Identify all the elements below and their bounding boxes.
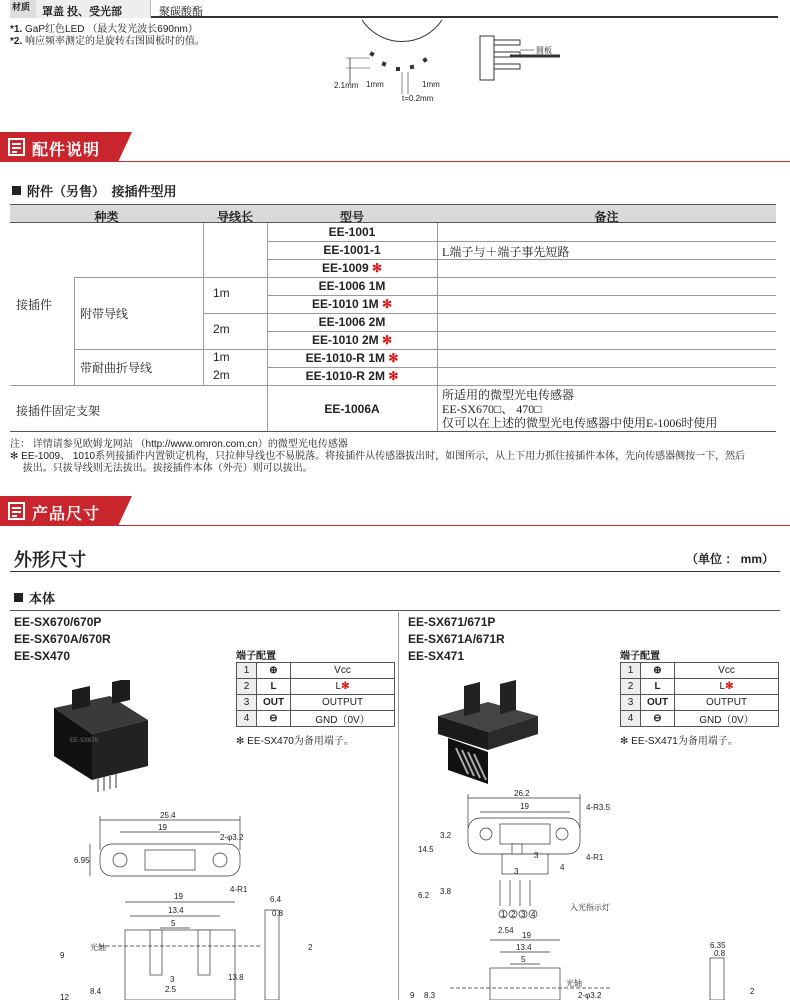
product-photo-right	[428, 676, 558, 788]
model-ee1006-2m: EE-1006 2M	[318, 315, 386, 329]
right-model-names: EE-SX671/671P EE-SX671A/671R EE-SX471	[408, 615, 505, 663]
document-icon	[8, 138, 25, 156]
model-ee1010-2m: EE-1010 2M ✻	[311, 333, 393, 347]
pin-row: 2 L L✻	[621, 679, 779, 695]
right-pin-title: 端子配置	[620, 651, 660, 662]
svg-text:8.4: 8.4	[90, 987, 102, 996]
disc-d3: 1mm	[422, 80, 440, 89]
right-pin-table	[620, 662, 779, 727]
disc-diagram	[330, 18, 570, 106]
svg-text:1: 1	[501, 910, 506, 919]
svg-text:2-φ3.2: 2-φ3.2	[578, 991, 602, 1000]
svg-text:5: 5	[171, 919, 176, 928]
svg-text:12: 12	[60, 993, 69, 1000]
note-2: *2. 响应频率测定的是旋转右图圆板时的值。	[10, 36, 206, 47]
svg-text:4: 4	[531, 910, 536, 919]
note-website: 注： 详情请参见欧姆龙网站 （http://www.omron.com.cn）的微型光电传感器	[10, 439, 348, 450]
left-dimension-drawing	[60, 810, 330, 1000]
pin-row: 1 ⊕ Vcc	[237, 663, 395, 679]
disc-t: t=0.2mm	[402, 94, 434, 103]
product-photo-left	[40, 680, 160, 800]
left-pin-table	[236, 662, 395, 727]
svg-text:19: 19	[158, 823, 167, 832]
svg-text:入光指示灯: 入光指示灯	[570, 903, 610, 912]
disc-d1: 2.1mm	[334, 81, 359, 90]
right-pin-note: ✻ EE-SX471为备用端子。	[620, 736, 738, 747]
material-label: 材质	[10, 0, 36, 18]
note-lock-cont: 拔出。只拔导线则无法拔出。拔接插件本体（外壳）则可以拔出。	[10, 463, 313, 474]
svg-text:13.8: 13.8	[228, 973, 244, 982]
svg-text:3: 3	[521, 910, 526, 919]
model-ee1009: EE-1009 ✻	[321, 261, 383, 275]
svg-text:6.35: 6.35	[710, 941, 726, 950]
pin-row: 3 OUT OUTPUT	[237, 695, 395, 711]
pin-row: 4 ⊖ GND（0V）	[237, 711, 395, 727]
svg-text:4: 4	[560, 863, 565, 872]
pin-row: 1 ⊕ Vcc	[621, 663, 779, 679]
model-ee1001: EE-1001	[328, 225, 376, 239]
svg-text:3.2: 3.2	[440, 831, 452, 840]
wire-1m-flex: 1m	[213, 350, 230, 364]
svg-text:9: 9	[60, 951, 65, 960]
svg-text:8.3: 8.3	[424, 991, 436, 1000]
left-pin-note: ✻ EE-SX470为备用端子。	[236, 736, 354, 747]
material-part: 罩盖 投、受光部	[36, 0, 150, 18]
svg-text:6.95: 6.95	[74, 856, 90, 865]
svg-text:25.4: 25.4	[160, 811, 176, 820]
kind-connector: 接插件	[16, 298, 53, 312]
model-ee1006a: EE-1006A	[324, 402, 380, 416]
svg-text:9: 9	[410, 991, 415, 1000]
kind-flex-wire: 带耐曲折导线	[80, 361, 153, 375]
section-title: 产品尺寸	[32, 506, 101, 523]
unit-label: （单位 ： mm）	[686, 552, 775, 566]
material-row	[10, 0, 778, 18]
svg-text:13.4: 13.4	[516, 943, 532, 952]
pin-row: 3 OUT OUTPUT	[621, 695, 779, 711]
header-kind: 种类	[94, 210, 119, 224]
svg-text:3: 3	[534, 851, 539, 860]
body-heading: 本体	[14, 588, 55, 607]
svg-text:6.4: 6.4	[270, 895, 282, 904]
note-bracket: 所适用的微型光电传感器 EE-SX670□、 470□ 仅可以在上述的微型光电传感器中使用E-1006时使用	[442, 388, 718, 430]
accessory-heading: 附件（另售） 接插件型用	[12, 181, 177, 200]
kind-with-wire: 附带导线	[80, 307, 129, 321]
svg-text:19: 19	[520, 802, 529, 811]
section-title: 配件说明	[32, 142, 101, 159]
svg-text:EE-SX670: EE-SX670	[70, 738, 99, 744]
wire-2m: 2m	[213, 322, 230, 336]
svg-text:3: 3	[170, 975, 175, 984]
material-value: 聚碳酸酯	[150, 0, 778, 18]
note-lock: ✻ EE-1009、 1010系列接插件内置锁定机构，只拉伸导线也不易脱落。将接插件从传感器拔出时，如图所示，从上下用力抓住接插件本体，先向传感器侧按一下，然后	[10, 451, 746, 462]
top-notes	[10, 24, 205, 48]
svg-text:19: 19	[174, 892, 183, 901]
svg-text:0.8: 0.8	[714, 949, 726, 958]
disc-d2: 1mm	[366, 80, 384, 89]
svg-text:2-φ3.2: 2-φ3.2	[220, 833, 244, 842]
svg-text:2.54: 2.54	[498, 926, 514, 935]
wire-2m-flex: 2m	[213, 368, 230, 382]
section-banner-dimensions	[0, 496, 790, 526]
svg-text:4-R3.5: 4-R3.5	[586, 803, 611, 812]
section-banner-accessories	[0, 132, 790, 162]
svg-text:13.4: 13.4	[168, 906, 184, 915]
svg-text:3.8: 3.8	[440, 887, 452, 896]
document-icon	[8, 502, 25, 520]
svg-text:2.5: 2.5	[165, 985, 177, 994]
dimensions-heading: 外形尺寸	[14, 550, 86, 570]
svg-text:19: 19	[522, 931, 531, 940]
svg-text:2: 2	[308, 943, 313, 952]
svg-text:0.8: 0.8	[272, 909, 284, 918]
disc-label: 圆板	[536, 46, 552, 55]
kind-bracket: 接插件固定支架	[16, 404, 101, 418]
wire-1m: 1m	[213, 286, 230, 300]
svg-text:4-R1: 4-R1	[586, 853, 604, 862]
svg-text:5: 5	[521, 955, 526, 964]
svg-text:14.5: 14.5	[418, 845, 434, 854]
svg-text:6.2: 6.2	[418, 891, 430, 900]
table-header	[10, 204, 776, 223]
note-ee1001-1: L端子与＋端子事先短路	[442, 245, 570, 259]
svg-text:2: 2	[511, 910, 516, 919]
right-dimension-drawing	[410, 788, 782, 1000]
left-model-names: EE-SX670/670P EE-SX670A/670R EE-SX470	[14, 615, 111, 663]
svg-text:3: 3	[514, 867, 519, 876]
svg-text:26.2: 26.2	[514, 789, 530, 798]
left-pin-title: 端子配置	[236, 651, 276, 662]
svg-text:光轴: 光轴	[90, 943, 106, 952]
pin-row: 2 L L✻	[237, 679, 395, 695]
pin-row: 4 ⊖ GND（0V）	[621, 711, 779, 727]
model-ee1010-r-2m: EE-1010-R 2M ✻	[305, 369, 399, 383]
model-ee1001-1: EE-1001-1	[323, 243, 381, 257]
note-1: *1. GaP红色LED （最大发光波长690nm）	[10, 24, 198, 35]
header-note: 备注	[594, 210, 619, 224]
header-model: 型号	[339, 210, 364, 224]
svg-text:4-R1: 4-R1	[230, 885, 248, 894]
svg-text:光轴: 光轴	[566, 979, 582, 988]
model-ee1010-1m: EE-1010 1M ✻	[311, 297, 393, 311]
svg-text:2: 2	[750, 987, 755, 996]
accessory-notes	[10, 439, 780, 475]
header-wire: 导线长	[216, 210, 253, 224]
model-ee1006-1m: EE-1006 1M	[318, 279, 386, 293]
model-ee1010-r-1m: EE-1010-R 1M ✻	[305, 351, 399, 365]
